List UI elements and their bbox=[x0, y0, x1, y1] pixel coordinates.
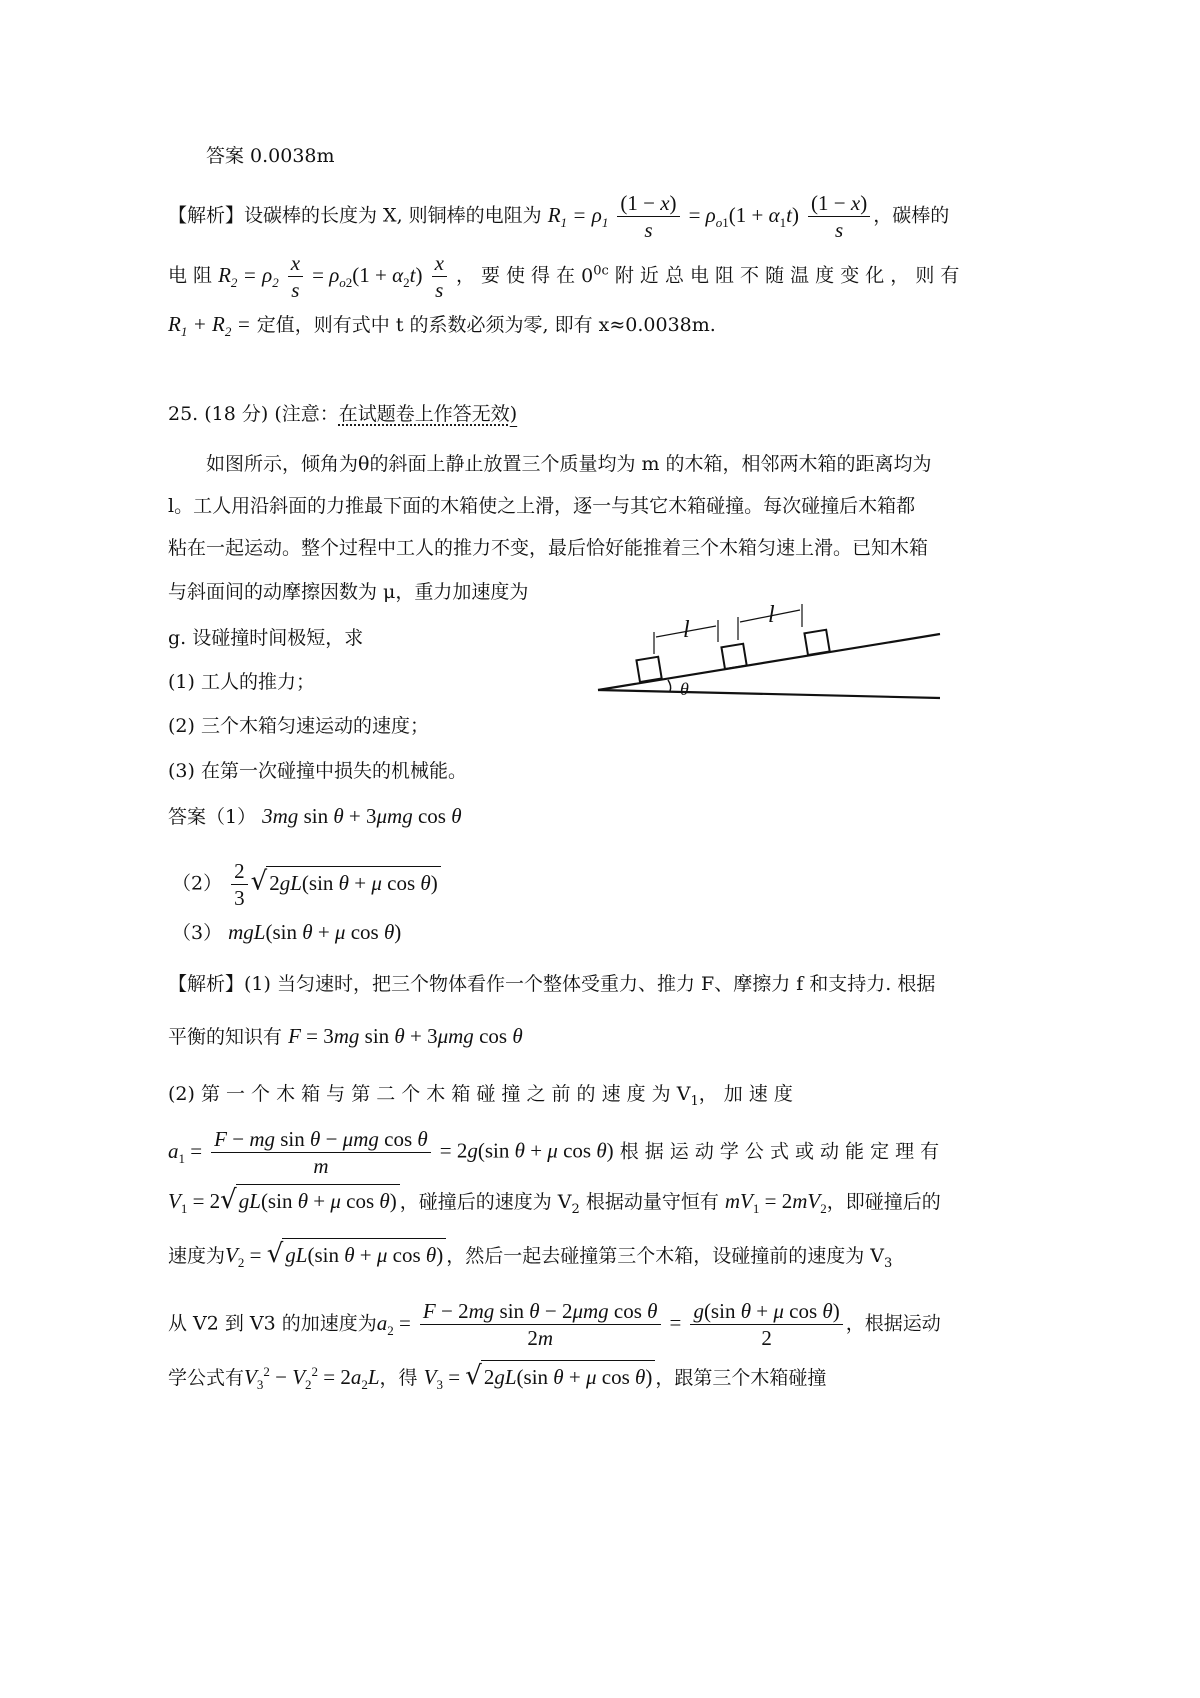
formula-r2-b: = $\rho_{o2}(1 + \alpha_2t)$ bbox=[312, 262, 423, 290]
box-1 bbox=[636, 657, 661, 682]
q25-question-1: (1) 工人的推力； bbox=[168, 671, 315, 693]
formula-sum: $R_1 + R_2$ = bbox=[168, 312, 251, 340]
solution-line-7: 从 V2 到 V3 的加速度为$a_2$ = $\frac{\text{F − 2mg sin θ − 2μmg cos θ}}{2m}$ = $\frac{\text{g(sin θ + μ cos θ)}}{2}$ ，根据运动 bbox=[168, 1299, 941, 1350]
q25-question-2: (2) 三个木箱匀速运动的速度； bbox=[168, 715, 429, 737]
formula-kinematics: $V_3^2 - V_2^2 = 2a_2L$ bbox=[244, 1364, 380, 1393]
formula-r2: $R_2 = \rho_2$ bbox=[218, 262, 279, 290]
sqrt-expr: 2gL(sin θ + μ cos θ) bbox=[266, 866, 440, 899]
fraction: $\frac{(1 - x)}{s}$ bbox=[808, 190, 870, 243]
q25-para-4: 与斜面间的动摩擦因数为 μ，重力加速度为 bbox=[168, 581, 529, 603]
solution-line-5: $V_1 = 2√gL(\sin$ θ + μ cos θ) ，碰撞后的速度为 $V_2$ 根据动量守恒有 $mV_1 = 2mV_2$，即碰撞后的 bbox=[168, 1185, 941, 1217]
q24-analysis-line2 bbox=[168, 250, 959, 303]
q25-para-3: 粘在一起运动。整个过程中工人的推力不变，最后恰好能推着三个木箱匀速上滑。已知木箱 bbox=[168, 537, 929, 559]
q25-para-1: 如图所示，倾角为θ的斜面上静止放置三个质量均为 m 的木箱，相邻两木箱的距离均为 bbox=[206, 453, 932, 475]
angle-arc bbox=[668, 680, 671, 691]
ground-line bbox=[598, 690, 940, 698]
q25-answer-1: 答案（1） 3mg sin θ + 3μmg cos θ bbox=[168, 804, 462, 828]
formula-r1: $R_1 = \rho_1$ bbox=[547, 202, 609, 230]
formula-answer-1: 3mg sin θ + 3μmg cos θ bbox=[262, 804, 462, 828]
fraction: $\frac{(1 - x)}{s}$ bbox=[617, 190, 679, 243]
q24-analysis-line3 bbox=[168, 308, 716, 348]
solution-line-1: 【解析】(1) 当匀速时，把三个物体看作一个整体受重力、推力 F、摩擦力 f 和支持力. 根据 bbox=[168, 973, 936, 995]
formula-answer-3: mgL(sin θ + μ cos θ) bbox=[228, 920, 402, 944]
q25-answer-2: （2） $\frac{2}{3}$ √2gL(sin θ + μ cos θ) bbox=[172, 858, 441, 911]
dim-label-1: l bbox=[683, 617, 690, 643]
fraction: $\frac{\text{F − 2mg sin θ − 2μmg cos θ}}{2m}$ bbox=[420, 1298, 661, 1351]
q25-question-3: (3) 在第一次碰撞中损失的机械能。 bbox=[168, 760, 467, 782]
q24-answer: 答案 0.0038m bbox=[206, 145, 335, 167]
incline-surface bbox=[598, 634, 940, 690]
q25-para-2: l。工人用沿斜面的力推最下面的木箱使之上滑，逐一与其它木箱碰撞。每次碰撞后木箱都 bbox=[168, 495, 916, 517]
dim-label-2: l bbox=[768, 602, 775, 628]
q24-analysis-line1 bbox=[168, 190, 949, 243]
fraction: $\frac{x}{s}$ bbox=[288, 250, 303, 303]
temperature: $0^{0c}$ bbox=[581, 263, 609, 287]
formula-v3: $V_3$ = bbox=[423, 1365, 466, 1393]
formula-momentum: $mV_1 = 2mV_2$ bbox=[724, 1189, 827, 1217]
formula-a2: $a_2$ = bbox=[376, 1310, 411, 1338]
fraction: $\frac{x}{s}$ bbox=[432, 250, 447, 303]
analysis-text: 附 近 总 电 阻 不 随 温 度 变 化 ， 则 有 bbox=[614, 264, 960, 287]
q25-answer-3: （3） mgL(sin θ + μ cos θ) bbox=[172, 920, 402, 944]
fraction: $\frac{\text{g(sin θ + μ cos θ)}}{2}$ bbox=[690, 1298, 842, 1351]
analysis-text: 设碳棒的长度为 X, 则铜棒的电阻为 bbox=[244, 204, 542, 227]
fraction: $\frac{\text{F − mg sin θ − μmg cos θ}}{m}$ bbox=[211, 1126, 431, 1179]
fraction: $\frac{2}{3}$ bbox=[231, 858, 248, 911]
solution-line-6: 速度为$V_2 = √gL(\sin$ θ + μ cos θ) ，然后一起去碰撞第三个木箱，设碰撞前的速度为 $V_3$ bbox=[168, 1239, 893, 1271]
analysis-text: ， 要 使 得 在 bbox=[455, 264, 576, 287]
box-3 bbox=[804, 630, 829, 655]
analysis-text: 电 阻 bbox=[168, 264, 213, 287]
analysis-text: 定值，则有式中 t 的系数必须为零, 即有 x≈0.0038m. bbox=[256, 314, 716, 336]
formula-v2: $V_2$ = bbox=[225, 1243, 267, 1271]
formula-f: F = 3mg sin θ + 3μmg cos θ bbox=[288, 1024, 523, 1048]
formula-v1: $V_1 = 2$ bbox=[168, 1189, 221, 1217]
solution-line-4: $a_1$ = $\frac{\text{F − mg sin θ − μmg cos θ}}{m}$ = 2g(sin θ + μ cos θ) 根 据 运 动 学 公 式 或 动 能 定 理 有 bbox=[168, 1127, 940, 1178]
solution-line-8: 学公式有$V_3^2 - V_2^2 = 2a_2L$，得 $V_3 = √2gL(\sin$ θ + μ cos θ) ，跟第三个木箱碰撞 bbox=[168, 1361, 827, 1393]
analysis-text-tail: ，碳棒的 bbox=[873, 204, 950, 227]
incline-figure bbox=[590, 592, 950, 717]
q25-header: 25. (18 分) (注意：在试题卷上作答无效) bbox=[168, 403, 518, 425]
formula-a1: $a_1$ = bbox=[168, 1138, 203, 1166]
solution-line-2: 平衡的知识有 F = 3mg sin θ + 3μmg cos θ bbox=[168, 1024, 523, 1048]
formula-r1-b: = $\rho_{o1}(1 + \alpha_1t)$ bbox=[688, 202, 799, 230]
solution-line-3: (2) 第 一 个 木 箱 与 第 二 个 木 箱 碰 撞 之 前 的 速 度 为 $V_1$， 加 速 度 bbox=[168, 1083, 793, 1109]
q25-para-5: g. 设碰撞时间极短，求 bbox=[168, 627, 364, 649]
box-2 bbox=[721, 644, 746, 669]
analysis-label: 【解析】 bbox=[168, 204, 245, 227]
theta-label: θ bbox=[680, 679, 689, 699]
